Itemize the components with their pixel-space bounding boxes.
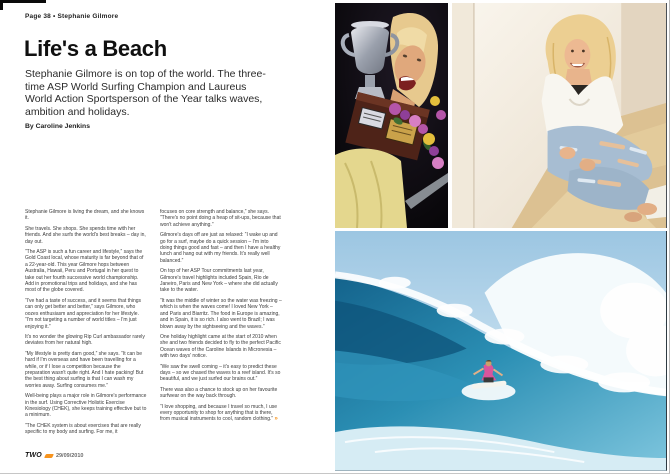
- corner-trim: [0, 0, 3, 10]
- paragraph-text: “I love shopping, and because I travel so much, I use every opportunity to shop for anything that is there, from musical instruments to cool, random clothing.”: [160, 403, 278, 423]
- paragraph: “My lifestyle is pretty darn good,” she says. “It can be hard if I'm overseas and have been travelling for a while, or if I lose a competition because the preparation wasn't quite right. And I hate packing! But the best thing about surfing is that I can wash my worries away. Surfing consumes me.”: [25, 350, 144, 389]
- article-title: Life's a Beach: [24, 36, 167, 61]
- paragraph: “The CHEK system is about exercises that are really specific to my body and surfing. For me, it: [25, 422, 141, 436]
- issue-date: 29/09/2010: [55, 452, 84, 459]
- magazine-logo: TWO: [25, 452, 42, 459]
- paragraph: She travels. She shops. She spends time with her friends. And she surfs the world's best breaks – day in, day out.: [25, 225, 146, 245]
- corner-trim: [0, 0, 46, 3]
- body-column-2: [160, 209, 282, 440]
- paragraph: One holiday highlight came at the start of 2010 when she and two friends decided to fly to the perfect Pacific Ocean waves of the Caroline Islands in Micronesia – with two days' notice.: [160, 333, 281, 360]
- logo-swoosh-icon: [44, 454, 54, 458]
- body-columns: [25, 209, 283, 440]
- paragraph: On top of her ASP Tour commitments last year, Gilmore's travel highlights included Spain, Rio de Janeiro, Paris and New York – where she did actually take to the water.: [160, 268, 278, 294]
- paragraph: “We saw the swell coming – it's easy to predict these days – so we chased the waves to a reef island. It's so beautiful, and we just surfed our brains out.”: [160, 363, 281, 383]
- paragraph: It's no wonder the glowing Rip Curl ambassador rarely deviates from her natural high.: [25, 333, 145, 347]
- photo-trophy-celebration: [335, 3, 448, 228]
- paragraph: “I've had a taste of success, and it seems that things can only get better and better,” says Gilmore, who oozes enthusiasm and appreciation for her lifestyle. “I'm not targeting a number of world titles – I'm just enjoying it.”: [25, 297, 142, 330]
- paragraph: [160, 404, 282, 423]
- photo-portrait-jeans: [452, 3, 667, 228]
- page-right: [335, 0, 670, 474]
- article-end-icon: »: [274, 416, 277, 423]
- page-header: Page 38 • Stephanie Gilmore: [25, 13, 119, 20]
- byline: By Caroline Jenkins: [25, 123, 90, 130]
- paragraph: “The ASP is such a fun career and lifestyle,” says the Gold Coast local, whose maturity is far beyond that of a 22-year-old. This year Gilmore hops between Australia, Hawaii, Peru and Portugal in her quest to take out her fourth successive world championship. Add in promotional trips and holidays, and she has most of the globe covered.: [25, 249, 144, 294]
- paragraph: Stephanie Gilmore is living the dream, and she knows it.: [25, 209, 145, 222]
- paragraph: focuses on core strength and balance,” she says. “There's no point doing a heap of sit-ups, because that won't achieve anything.”: [160, 209, 281, 228]
- footer: [25, 452, 83, 459]
- paragraph: There was also a chance to stock up on her favourite surfwear on the way back through.: [160, 386, 278, 400]
- photo-surfing-wave: [335, 231, 667, 471]
- paragraph: “It was the middle of winter so the water was freezing – which is when the waves come! I loved New York – and Paris and Biarritz. The food in Europe is amazing, and in Spain, it is so rich. I also went to Brazil; I was blown away by the sightseeing and the waves.”: [160, 297, 282, 330]
- paragraph: Gilmore's days off are just as relaxed: “I wake up and go for a surf, maybe do a quick session – I'm into doing things good and fast – and then I have a healthy lunch and hang out with my friends. It's really well balanced.”: [160, 232, 281, 264]
- standfirst: Stephanie Gilmore is on top of the world. The three-time ASP World Surfing Champion and Laureus World Action Sportsperson of the Year talks waves, ambition and holidays.: [25, 68, 266, 118]
- paragraph: Well-being plays a major role in Gilmore's performance in the surf. Using Corrective Holistic Exercise Kinesiology (CHEK), she keeps training effective but to a minimum.: [25, 393, 147, 419]
- body-column-1: [25, 209, 147, 440]
